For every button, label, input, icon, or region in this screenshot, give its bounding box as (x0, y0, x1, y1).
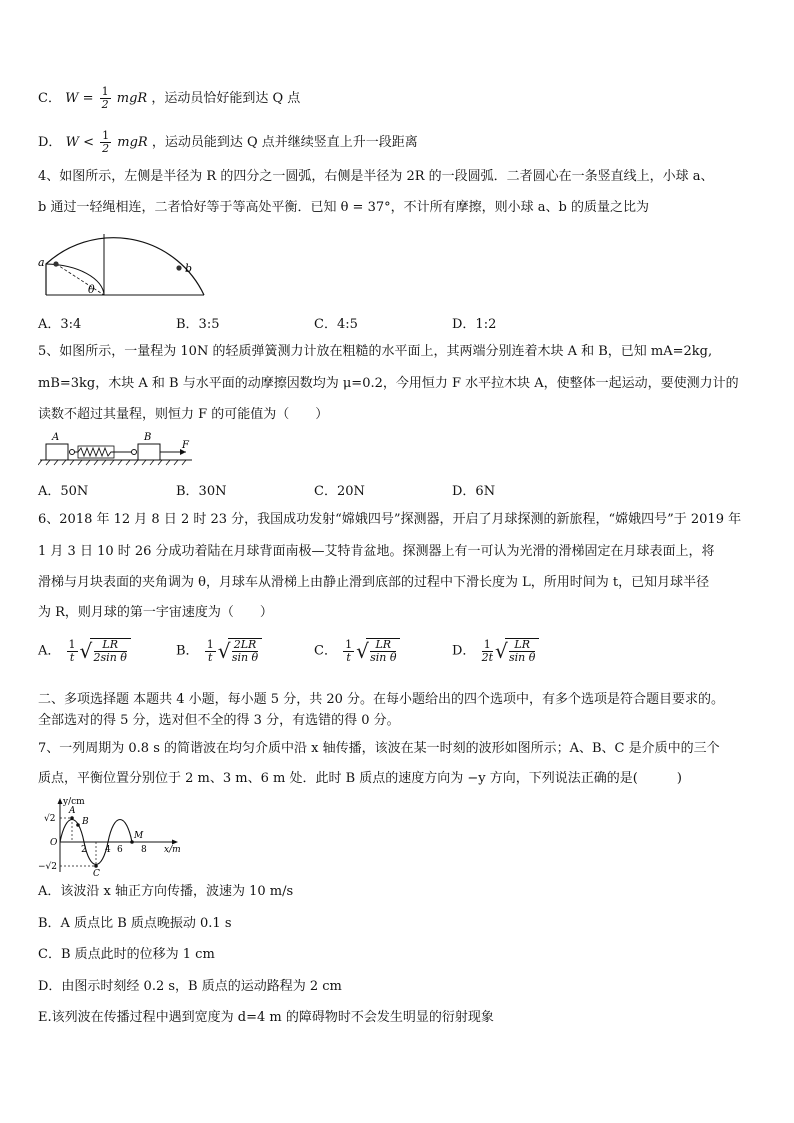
dashed-radius (56, 264, 104, 295)
q6-option-b[interactable] (176, 638, 262, 664)
q7-option-b[interactable]: B．A 质点比 B 质点晚振动 0.1 s (38, 916, 232, 931)
label-a: a (38, 256, 45, 269)
spring-hook-right (132, 450, 137, 455)
y-axis-arrow (58, 798, 63, 804)
x-axis-label: x/m (164, 845, 181, 855)
section2-instructions-line2: 全部选对的得 5 分，选对但不全的得 3 分，有选错的得 0 分。 (38, 713, 400, 728)
fraction-denominator: 2t (481, 650, 493, 664)
q4-stem-line2: b 通过一轻绳相连，二者恰好等于等高处平衡．已知 θ = 37°，不计所有摩擦，则小球 a、b 的质量之比为 (38, 200, 649, 215)
coefficient-fraction (482, 639, 493, 664)
q6-stem-line3: 滑梯与月块表面的夹角调为 θ，月球车从滑梯上由静止滑到底部的过程中下滑长度为 L，所用时间为 t，已知月球半径 (38, 575, 710, 590)
option-label: C． (314, 643, 337, 659)
x-tick-6: 6 (117, 845, 123, 855)
option-label: D． (38, 135, 62, 150)
square-root: √ $\frac{LR}{\text{2sin θ}}$ (80, 638, 131, 664)
radicand-denominator: sin θ (509, 651, 536, 664)
x-axis-arrow (172, 840, 178, 845)
section2-instructions-line1: 二、多项选择题 本题共 4 小题，每小题 5 分，共 20 分。在每小题给出的四个选项中，有多个选项是符合题目要求的。 (38, 692, 725, 707)
q3-option-c (38, 86, 300, 111)
spring-coil (74, 448, 132, 456)
square-root: √ $\frac{LR}{\text{sin θ}}$ (495, 638, 539, 664)
q4-arc-figure (36, 226, 208, 298)
q5-option-a[interactable]: A．50N (38, 484, 89, 499)
ball-a (53, 261, 58, 266)
q5-option-b[interactable]: B．30N (176, 484, 227, 499)
label-force: F (182, 440, 189, 451)
fraction-denominator: 2 (102, 142, 110, 155)
spring-hook-left (70, 450, 75, 455)
y-tick-top: √2 (44, 814, 56, 824)
fraction-numerator: 1 (68, 637, 76, 651)
square-root: √ $\frac{LR}{\text{sin θ}}$ (356, 638, 400, 664)
q6-option-c[interactable] (314, 638, 400, 664)
q4-option-a[interactable]: A．3:4 (38, 317, 82, 332)
q4-stem-line1: 4、如图所示，左侧是半径为 R 的四分之一圆弧，右侧是半径为 2R 的一段圆弧．二者圆心在一条竖直线上，小球 a、 (38, 169, 714, 184)
coefficient-fraction (205, 639, 216, 664)
fraction (100, 86, 111, 111)
q4-option-c[interactable]: C．4:5 (314, 317, 358, 332)
fraction (100, 130, 111, 155)
radicand-denominator: 2sin θ (93, 651, 127, 664)
option-text: ，运动员恰好能到达 Q 点 (151, 91, 301, 106)
radicand-denominator: sin θ (370, 651, 397, 664)
fraction-numerator: 1 (102, 129, 110, 142)
q6-option-d[interactable] (452, 638, 539, 664)
label-theta: θ (88, 283, 95, 296)
x-tick-4: 4 (105, 845, 111, 855)
coefficient-fraction (343, 639, 354, 664)
fraction-denominator: t (346, 650, 351, 664)
fraction-denominator: t (69, 650, 75, 664)
block-a (46, 444, 68, 460)
q7-stem-line2: 质点，平衡位置分别位于 2 m、3 m、6 m 处．此时 B 质点的速度方向为 −y 方向，下列说法正确的是( ) (38, 771, 682, 786)
inner-arc (46, 264, 104, 295)
label-block-b: B (144, 432, 152, 443)
option-label: D． (452, 643, 476, 659)
q5-option-d[interactable]: D．6N (452, 484, 496, 499)
fraction-numerator: 1 (206, 637, 214, 651)
y-axis-label: y/cm (63, 797, 85, 807)
x-tick-2: 2 (81, 845, 87, 855)
point-b (76, 823, 80, 827)
equation-lhs: W = (65, 91, 94, 106)
fraction-numerator: 1 (345, 637, 353, 651)
radicand-numerator: LR (509, 639, 535, 652)
label-b: b (185, 262, 193, 275)
origin-label: O (50, 838, 58, 848)
q6-stem-line4: 为 R，则月球的第一宇宙速度为（ ） (38, 605, 273, 620)
label-point-a: A (69, 806, 76, 816)
q7-option-d[interactable]: D．由图示时刻经 0.2 s，B 质点的运动路程为 2 cm (38, 979, 342, 994)
y-tick-bottom: −√2 (38, 862, 58, 872)
equation-rhs: mgR (116, 91, 148, 106)
q7-wave-figure (36, 794, 186, 876)
radicand-numerator: 2LR (233, 638, 257, 651)
option-label: C． (38, 91, 61, 106)
q6-stem-line1: 6、2018 年 12 月 8 日 2 时 23 分，我国成功发射“嫦娥四号”探测器，开启了月球探测的新旅程，“嫦娥四号”于 2019 年 (38, 512, 742, 527)
block-b (138, 444, 160, 460)
radicand-numerator: LR (370, 639, 396, 652)
fraction-numerator: 1 (101, 85, 109, 98)
label-point-b: B (82, 817, 89, 827)
label-point-m: M (134, 831, 144, 841)
q6-stem-line2: 1 月 3 日 10 时 26 分成功着陆在月球背面南极—艾特肯盆地。探测器上有一可认为光滑的滑梯固定在月球表面上，将 (38, 544, 715, 559)
equation-rhs: mgR (117, 135, 148, 150)
x-tick-8: 8 (141, 845, 147, 855)
option-label: B． (176, 643, 199, 659)
q4-option-d[interactable]: D．1:2 (452, 317, 497, 332)
option-text: ，运动员能到达 Q 点并继续竖直上升一段距离 (151, 135, 418, 150)
ball-b (176, 265, 181, 270)
radicand-denominator: sin θ (231, 651, 259, 664)
q7-option-a[interactable]: A．该波沿 x 轴正方向传播，波速为 10 m/s (38, 884, 294, 899)
label-point-c: C (93, 869, 100, 876)
coefficient-fraction (67, 639, 78, 664)
fraction-denominator: 2 (101, 98, 109, 111)
q5-stem-line3: 读数不超过其量程，则恒力 F 的可能值为（ ） (38, 407, 329, 422)
option-label: A． (38, 643, 61, 659)
q5-spring-figure (38, 430, 198, 468)
q7-option-e[interactable]: E.该列波在传播过程中遇到宽度为 d=4 m 的障碍物时不会发生明显的衍射现象 (38, 1010, 494, 1025)
radicand-numerator: LR (94, 639, 127, 652)
q3-option-d (38, 130, 418, 155)
point-c (94, 864, 98, 868)
q5-option-c[interactable]: C．20N (314, 484, 365, 499)
equation-lhs: W < (65, 135, 94, 150)
label-block-a: A (52, 432, 60, 443)
q5-stem-line2: mB=3kg，木块 A 和 B 与水平面的动摩擦因数均为 μ=0.2，今用恒力 F 水平拉木块 A，使整体一起运动，要使测力计的 (38, 376, 739, 391)
surface-hatch (38, 460, 186, 465)
fraction-denominator: t (207, 650, 213, 664)
fraction-numerator: 1 (482, 639, 493, 652)
q6-option-a[interactable] (38, 638, 131, 664)
q7-stem-line1: 7、一列周期为 0.8 s 的简谐波在均匀介质中沿 x 轴传播，该波在某一时刻的波形如图所示；A、B、C 是介质中的三个 (38, 741, 720, 756)
point-a (70, 816, 74, 820)
square-root: √ $\frac{2LR}{\text{sin θ}}$ (218, 638, 263, 664)
q7-option-c[interactable]: C．B 质点此时的位移为 1 cm (38, 947, 215, 962)
q5-stem-line1: 5、如图所示，一量程为 10N 的轻质弹簧测力计放在粗糙的水平面上，其两端分别连着木块 A 和 B，已知 mA=2kg, (38, 344, 713, 359)
q4-option-b[interactable]: B．3:5 (176, 317, 220, 332)
